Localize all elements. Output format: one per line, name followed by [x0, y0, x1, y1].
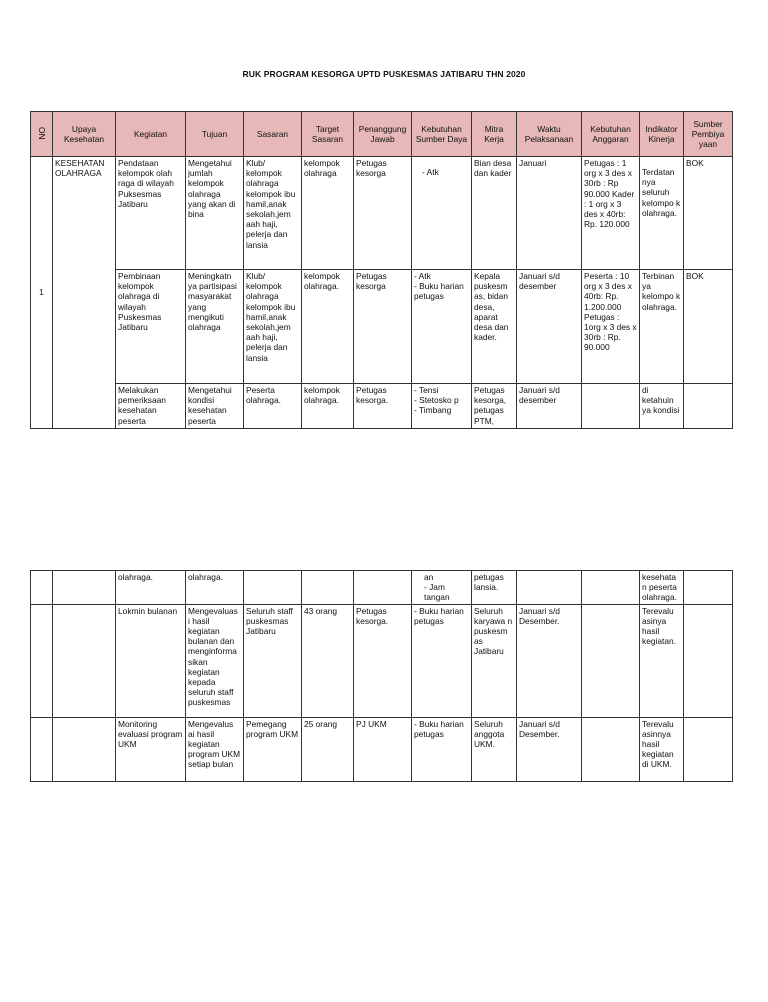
header-indikator: Indikator Kinerja	[640, 112, 684, 157]
upaya-cell	[53, 717, 116, 781]
header-penanggung: Penanggung Jawab	[354, 112, 412, 157]
header-sasaran: Sasaran	[244, 112, 302, 157]
tujuan-cell: Meningkatn ya partisipasi masyarakat yang mengikuti olahraga	[186, 270, 244, 384]
tujuan-cell: Mengevalus ai hasil kegiatan program UKM setiap bulan	[186, 717, 244, 781]
upaya-cell: KESEHATAN OLAHRAGA	[53, 157, 116, 429]
indikator-cell: di ketahuin ya kondisi	[640, 384, 684, 429]
anggaran-cell	[582, 571, 640, 605]
header-mitra: Mitra Kerja	[472, 112, 517, 157]
header-row	[31, 112, 733, 157]
header-tujuan: Tujuan	[186, 112, 244, 157]
kegiatan-cell: Pendataan kelompok olah raga di wilayah Puksesmas Jatibaru	[116, 157, 186, 270]
sasaran-cell: Peserta olahraga.	[244, 384, 302, 429]
kegiatan-cell: Pembinaan kelompok olahraga di wilayah Puskesmas Jatibaru	[116, 270, 186, 384]
table-row	[31, 717, 733, 781]
tujuan-cell: Mengetahui jumlah kelompok olahraga yang akan di bina	[186, 157, 244, 270]
waktu-cell	[517, 571, 582, 605]
kebutuhan-cell: an - Jam tangan	[412, 571, 472, 605]
row-number: 1	[31, 157, 53, 429]
sasaran-cell: Klub/ kelompok olahraga kelompok ibu hamil,anak sekolah,jem aah haji, pelerja dan lansia	[244, 270, 302, 384]
waktu-cell: Januari s/d desember	[517, 384, 582, 429]
target-cell: kelompok olahraga	[302, 157, 354, 270]
no-cell	[31, 717, 53, 781]
penanggung-cell: Petugas kesorga	[354, 270, 412, 384]
waktu-cell: Januari	[517, 157, 582, 270]
sasaran-cell: Pemegang program UKM	[244, 717, 302, 781]
no-cell	[31, 571, 53, 605]
anggaran-cell	[582, 717, 640, 781]
header-kegiatan: Kegiatan	[116, 112, 186, 157]
tujuan-cell: Mengevaluas i hasil kegiatan bulanan dan menginforma sikan kegiatan kepada seluruh staff puskesmas	[186, 604, 244, 717]
waktu-cell: Januari s/d Desember.	[517, 604, 582, 717]
mitra-cell: petugas lansia.	[472, 571, 517, 605]
table-row	[31, 270, 733, 384]
target-cell: kelompok olahraga.	[302, 270, 354, 384]
kegiatan-cell: Monitoring evaluasi program UKM	[116, 717, 186, 781]
kegiatan-cell: olahraga.	[116, 571, 186, 605]
tujuan-cell: Mengetahui kondisi kesehatan peserta	[186, 384, 244, 429]
sasaran-cell: Seluruh staff puskesmas Jatibaru	[244, 604, 302, 717]
target-cell	[302, 571, 354, 605]
kebutuhan-cell: - Tensi - Stetosko p - Timbang	[412, 384, 472, 429]
kegiatan-cell: Lokmin bulanan	[116, 604, 186, 717]
anggaran-cell: Peserta : 10 org x 3 des x 40rb: Rp. 1.200.000 Petugas : 1org x 3 des x 30rb : Rp. 90.000	[582, 270, 640, 384]
header-waktu: Waktu Pelaksanaan	[517, 112, 582, 157]
anggaran-cell	[582, 604, 640, 717]
kebutuhan-cell: - Buku harian petugas	[412, 717, 472, 781]
waktu-cell: Januari s/d desember	[517, 270, 582, 384]
penanggung-cell: Petugas kesorga.	[354, 604, 412, 717]
kebutuhan-cell: - Buku harian petugas	[412, 604, 472, 717]
target-cell: 43 orang	[302, 604, 354, 717]
header-upaya: Upaya Kesehatan	[53, 112, 116, 157]
target-cell: 25 orang	[302, 717, 354, 781]
sumber-cell	[684, 717, 733, 781]
sumber-cell: BOK	[684, 157, 733, 270]
sumber-cell	[684, 604, 733, 717]
kegiatan-cell: Melakukan pemeriksaan kesehatan peserta	[116, 384, 186, 429]
sasaran-cell: Klub/ kelompok olahraga kelompok ibu hamil,anak sekolah,jem aah haji, pelerja dan lansia	[244, 157, 302, 270]
header-target: Target Sasaran	[302, 112, 354, 157]
indikator-cell: Terevalu asinnya hasil kegiatan di UKM.	[640, 717, 684, 781]
penanggung-cell: Petugas kesorga.	[354, 384, 412, 429]
anggaran-cell	[582, 384, 640, 429]
table-row	[31, 157, 733, 270]
sumber-cell: BOK	[684, 270, 733, 384]
indikator-cell: Terbinan ya kelompo k olahraga.	[640, 270, 684, 384]
ruk-table-top	[30, 111, 733, 429]
header-no: NO	[31, 112, 53, 157]
mitra-cell: Seluruh anggota UKM.	[472, 717, 517, 781]
upaya-cell	[53, 571, 116, 605]
sasaran-cell	[244, 571, 302, 605]
penanggung-cell: PJ UKM	[354, 717, 412, 781]
anggaran-cell: Petugas : 1 org x 3 des x 30rb : Rp 90.000 Kader : 1 org x 3 des x 40rb: Rp. 120.000	[582, 157, 640, 270]
indikator-cell: Terdatan nya seluruh kelompo k olahraga.	[640, 157, 684, 270]
indikator-cell: Terevalu asinya hasil kegiatan.	[640, 604, 684, 717]
waktu-cell: Januari s/d Desember.	[517, 717, 582, 781]
no-cell	[31, 604, 53, 717]
mitra-cell: Kepala puskesm as, bidan desa, aparat desa dan kader.	[472, 270, 517, 384]
mitra-cell: Bian desa dan kader	[472, 157, 517, 270]
page-title: RUK PROGRAM KESORGA UPTD PUSKESMAS JATIBARU THN 2020	[242, 69, 526, 79]
ruk-table-bottom	[30, 570, 733, 782]
header-anggaran: Kebutuhan Anggaran	[582, 112, 640, 157]
kebutuhan-cell: - Atk	[412, 157, 472, 270]
indikator-cell: kesehata n peserta olahraga.	[640, 571, 684, 605]
target-cell: kelompok olahraga.	[302, 384, 354, 429]
tujuan-cell: olahraga.	[186, 571, 244, 605]
table-row	[31, 384, 733, 429]
sumber-cell	[684, 571, 733, 605]
table-row	[31, 571, 733, 605]
mitra-cell: Seluruh karyawa n puskesm as Jatibaru	[472, 604, 517, 717]
penanggung-cell	[354, 571, 412, 605]
kebutuhan-cell: - Atk - Buku harian petugas	[412, 270, 472, 384]
header-sumber: Sumber Pembiya yaan	[684, 112, 733, 157]
sumber-cell	[684, 384, 733, 429]
mitra-cell: Petugas kesorga, petugas PTM,	[472, 384, 517, 429]
penanggung-cell: Petugas kesorga	[354, 157, 412, 270]
table-row	[31, 604, 733, 717]
upaya-cell	[53, 604, 116, 717]
header-kebutuhan-sd: Kebutuhan Sumber Daya	[412, 112, 472, 157]
